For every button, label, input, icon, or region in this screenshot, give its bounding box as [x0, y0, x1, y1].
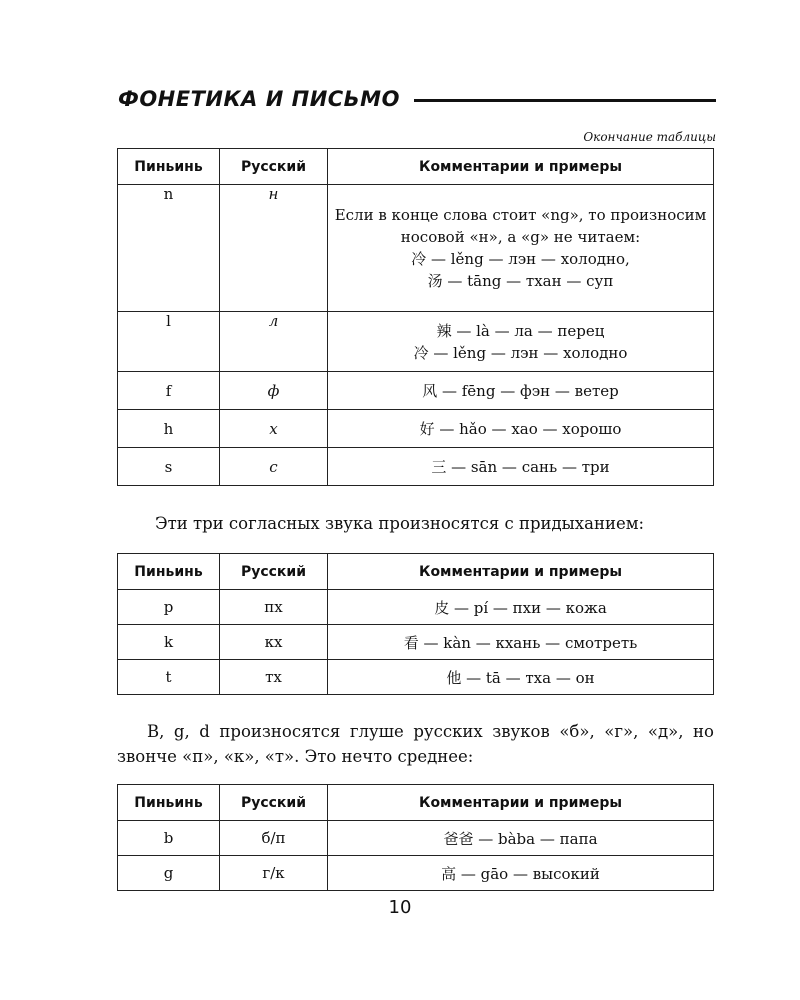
cell-pinyin: h: [118, 410, 220, 448]
col-header-comment: Комментарии и примеры: [328, 785, 714, 821]
consonants-table-1: [117, 148, 714, 486]
cell-comment: 他 — tā — тха — он: [328, 660, 714, 695]
table-row: [118, 312, 714, 372]
table-row: [118, 660, 714, 695]
table-header-row: [118, 149, 714, 185]
cell-pinyin: b: [118, 821, 220, 856]
cell-russian: г/к: [220, 856, 328, 891]
page-header-title: ФОНЕТИКА И ПИСЬМО: [118, 87, 400, 111]
cell-comment: 三 — sān — сань — три: [328, 448, 714, 486]
comment-line: 汤 — tāng — тхан — суп: [427, 272, 614, 290]
page-number: 10: [388, 897, 412, 918]
cell-pinyin: n: [118, 185, 220, 312]
cell-pinyin: l: [118, 312, 220, 372]
paragraph-aspirated: Эти три согласных звука произносятся с придыханием:: [155, 514, 645, 533]
cell-russian: кх: [220, 625, 328, 660]
comment-line: 冷 — lěng — лэн — холодно,: [411, 250, 630, 268]
cell-pinyin: g: [118, 856, 220, 891]
cell-pinyin: p: [118, 590, 220, 625]
page-header: [118, 84, 716, 114]
cell-comment: 风 — fēng — фэн — ветер: [328, 372, 714, 410]
comment-line: 冷 — lěng — лэн — холодно: [413, 343, 628, 362]
cell-comment: 皮 — pí — пхи — кожа: [328, 590, 714, 625]
table-row: [118, 821, 714, 856]
cell-comment: 好 — hǎo — хао — хорошо: [328, 410, 714, 448]
header-rule: [414, 99, 716, 102]
cell-comment: 看 — kàn — кхань — смотреть: [328, 625, 714, 660]
cell-pinyin: s: [118, 448, 220, 486]
cell-russian: х: [220, 410, 328, 448]
cell-russian: ф: [220, 372, 328, 410]
table-row: [118, 372, 714, 410]
col-header-comment: Комментарии и примеры: [328, 149, 714, 185]
table-row: [118, 448, 714, 486]
col-header-pinyin: Пиньинь: [118, 554, 220, 590]
col-header-russian: Русский: [220, 554, 328, 590]
table-row: [118, 856, 714, 891]
cell-russian: тх: [220, 660, 328, 695]
col-header-pinyin: Пиньинь: [118, 785, 220, 821]
table-header-row: [118, 785, 714, 821]
col-header-russian: Русский: [220, 785, 328, 821]
cell-comment: 高 — gāo — высокий: [328, 856, 714, 891]
table-row: [118, 410, 714, 448]
cell-pinyin: f: [118, 372, 220, 410]
table-header-row: [118, 554, 714, 590]
comment-line: Если в конце слова стоит «ng», то произносим носовой «н», а «g» не читаем:: [334, 206, 707, 246]
cell-russian: б/п: [220, 821, 328, 856]
cell-pinyin: t: [118, 660, 220, 695]
col-header-comment: Комментарии и примеры: [328, 554, 714, 590]
table-row: [118, 625, 714, 660]
comment-line: 辣 — là — ла — перец: [436, 321, 605, 340]
table-row: [118, 185, 714, 312]
cell-comment: [328, 185, 714, 312]
cell-russian: с: [220, 448, 328, 486]
consonants-table-3: [117, 784, 714, 891]
cell-russian: л: [220, 312, 328, 372]
paragraph-voiced: B, g, d произносятся глуше русских звуков «б», «г», «д», но звонче «п», «к», «т». Это нечто среднее:: [117, 722, 714, 766]
cell-comment: [328, 312, 714, 372]
cell-pinyin: k: [118, 625, 220, 660]
consonants-table-2: [117, 553, 714, 695]
col-header-russian: Русский: [220, 149, 328, 185]
table-row: [118, 590, 714, 625]
cell-russian: пх: [220, 590, 328, 625]
cell-russian: н: [220, 185, 328, 312]
col-header-pinyin: Пиньинь: [118, 149, 220, 185]
table-caption: Окончание таблицы: [583, 130, 716, 144]
cell-comment: 爸爸 — bàba — папа: [328, 821, 714, 856]
